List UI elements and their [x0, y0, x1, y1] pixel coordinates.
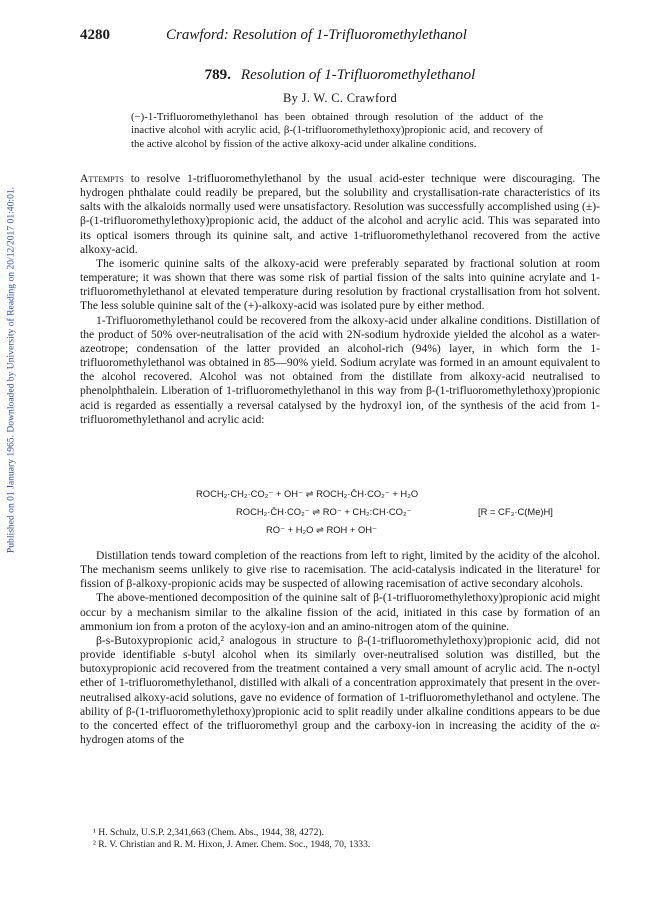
paragraph-3: 1-Trifluoromethylethanol could be recovered from the alkoxy-acid under alkaline conditions. Distillation of the product of 50% over-neutralisation of the acid with 2N-sodium hydroxide yielded the alcohol as a water-azeotrope; condensation of the latter provided an alcohol-rich (94%) layer, in which form the 1-trifluoromethylethanol was obtained in 85—90% yield. Sodium acrylate was formed in an amount equivalent to the alcohol recovered. Alcohol was not obtained from the distillate from alkoxy-acid neutralised to phenolphthalein. Liberation of 1-trifluoromethylethanol in this way from β-(1-trifluoromethylethoxy)propionic acid is regarded as essentially a reversal catalysed by the hydroxyl ion, of the synthesis of the acid from 1-trifluoromethylethanol and acrylic acid:: [80, 313, 600, 426]
paragraph-4: Distillation tends toward completion of the reactions from left to right, limited by the acidity of the alcohol. The mechanism seems unlikely to give rise to racemisation. The acid-catalysis indicated in the literature¹ for fission of β-alkoxy-propionic acids may be suspected of allowing racemisation of active secondary alcohols.: [80, 549, 600, 591]
paragraph-1-lead: Attempts: [80, 172, 124, 185]
footnotes: [93, 827, 593, 851]
download-watermark: [4, 150, 18, 590]
equation-2-note: [R = CF₃·C(Me)H]: [478, 506, 553, 517]
article-title: [80, 67, 600, 84]
running-title: Crawford: Resolution of 1-Trifluoromethylethanol: [166, 27, 467, 43]
paragraph-1-text: to resolve 1-trifluoromethylethanol by the usual acid-ester technique were discouraging. The hydrogen phthalate could readily be prepared, but the solubility and crystallisation-rate characteristics of its salts with the alkaloids normally used were unsatisfactory. Resolution was successfully accomplished using (±)-β-(1-trifluoromethylethoxy)propionic acid, the adduct of the alcohol and acrylic acid. This was separated into its optical isomers through its quinine salt, and active 1-trifluoromethylethanol recovered from the active alkoxy-acid.: [80, 172, 600, 256]
paragraph-5: The above-mentioned decomposition of the quinine salt of β-(1-trifluoromethylethoxy)propionic acid might occur by a mechanism similar to the alkaline fission of the acid, initiated in this case by formation of an ammonium ion from a proton of the acyloxy-ion and an amino-nitrogen atom of the quinine.: [80, 591, 600, 633]
abstract: (−)-1-Trifluoromethylethanol has been obtained through resolution of the adduct of the inactive alcohol with acrylic acid, β-(1-trifluoromethylethoxy)propionic acid, and recovery of the active alcohol by fission of the active alkoxy-acid under alkaline conditions.: [131, 111, 543, 150]
running-header: [80, 27, 600, 47]
equation-1: ROCH₂·CH₂·CO₂⁻ + OH⁻ ⇌ ROCH₂·C̄H·CO₂⁻ + H₂O: [196, 488, 419, 499]
paragraph-6: β-s-Butoxypropionic acid,² analogous in structure to β-(1-trifluoromethylethoxy)propionic acid, did not provide identifiable s-butyl alcohol when its similarly over-neutralised solution was distilled, but the butoxypropionic acid recovered from the treatment contained a very small amount of acrylic acid. The n-octyl ether of 1-trifluoromethylethanol, distilled with alkali of a concentration approximately that present in the over-neutralised alkoxy-acid solutions, gave no evidence of formation of 1-trifluoromethylethanol and octylene. The ability of β-(1-trifluoromethylethoxy)propionic acid to split readily under alkaline conditions appears to be due to the concerted effect of the trifluoromethyl group and the carboxy-ion in increasing the acidity of the α-hydrogen atoms of the: [80, 633, 600, 747]
download-watermark-text: Published on 01 January 1965. Downloaded by University of Reading on 20/12/2017 01:40:01.: [5, 186, 17, 554]
equation-2: ROCH₂·C̄H·CO₂⁻ ⇌ RO⁻ + CH₂:CH·CO₂⁻: [236, 506, 412, 517]
paragraph-2: The isomeric quinine salts of the alkoxy-acid were preferably separated by fractional solution at room temperature; it was shown that there was some risk of partial fission of the salts into quinine acrylate and 1-trifluoromethylethanol at elevated temperature during resolution by fractional crystallisation from hot solvent. The less soluble quinine salt of the (+)-alkoxy-acid was isolated pure by either method.: [80, 256, 600, 313]
author-line: By J. W. C. Crawford: [283, 91, 397, 105]
paragraph-1: [80, 172, 600, 257]
body-text-upper: [80, 172, 600, 427]
article-title-text: Resolution of 1-Trifluoromethylethanol: [240, 67, 476, 83]
footnote-2: ² R. V. Christian and R. M. Hixon, J. Amer. Chem. Soc., 1948, 70, 1333.: [93, 839, 371, 850]
equation-3: RO⁻ + H₂O ⇌ ROH + OH⁻: [266, 524, 377, 535]
reaction-equations: [80, 488, 600, 548]
body-text-lower: [80, 549, 600, 747]
page-number: 4280: [80, 27, 110, 43]
footnote-1: ¹ H. Schulz, U.S.P. 2,341,663 (Chem. Abs., 1944, 38, 4272).: [93, 827, 324, 838]
article-number: 789.: [204, 67, 231, 83]
